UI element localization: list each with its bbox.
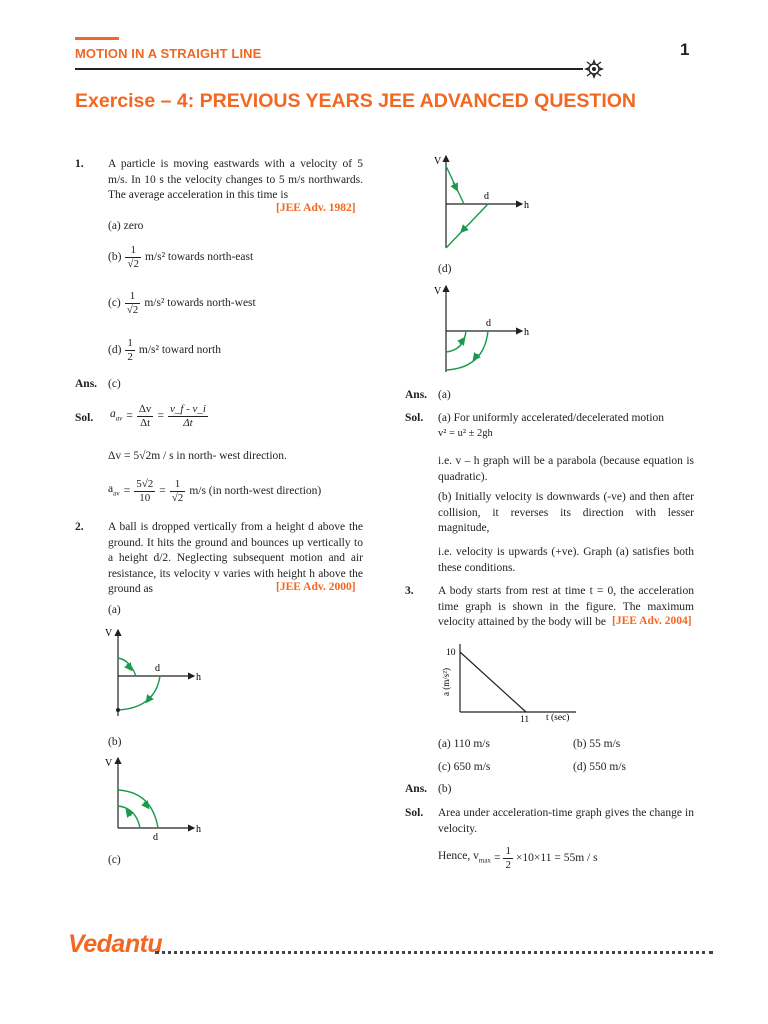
q1-sol3-f1-den: 10 xyxy=(139,492,151,504)
q2-graph-c xyxy=(424,152,534,252)
y-axis-label: a (m/s²) xyxy=(441,668,451,696)
q3-sol2-hence: Hence, v xyxy=(438,849,479,862)
q1-option-c-text: m/s² towards north-west xyxy=(144,296,256,309)
q3-sol2-den: 2 xyxy=(505,859,511,871)
q1-sol3-text: m/s (in north-west direction) xyxy=(189,484,322,497)
x-axis-label: t (sec) xyxy=(546,713,570,723)
q1-sol3-lhs xyxy=(108,482,120,502)
q2-label-b: (b) xyxy=(108,736,122,748)
q2-graph-d xyxy=(424,282,534,376)
q2-graph-b xyxy=(100,754,210,846)
y-tick-label: 10 xyxy=(446,648,456,658)
q3-sol2-num: 1 xyxy=(505,845,511,857)
series-line xyxy=(460,652,526,712)
vedantu-logo: Vedantu xyxy=(68,930,163,958)
q2-label-a: (a) xyxy=(108,604,121,616)
chapter-title: MOTION IN A STRAIGHT LINE xyxy=(75,46,262,61)
q1-option-c-denominator: √2 xyxy=(126,304,139,316)
q3-solution-line2 xyxy=(438,845,598,872)
q3-solution-line1: Area under acceleration-time graph gives the change in velocity. xyxy=(438,807,694,835)
q1-sol3-fraction1 xyxy=(134,478,155,505)
q3-option-a: (a) 110 m/s xyxy=(438,738,490,750)
q2-solution-line1: (a) For uniformly accelerated/decelerated motion xyxy=(438,412,665,424)
q2-tag: [JEE Adv. 2000] xyxy=(276,581,356,593)
q3-sol2-equals: = xyxy=(493,851,501,864)
q3-text: A body starts from rest at time t = 0, the acceleration time graph is shown in the figure. The maximum velocity attained by the body will be xyxy=(438,585,694,628)
q1-solution-label: Sol. xyxy=(75,412,94,424)
q2-number: 2. xyxy=(75,521,84,533)
q1-option-d xyxy=(108,337,221,364)
q1-option-b xyxy=(108,244,253,271)
axis-v-label: V xyxy=(105,628,113,639)
mark-d: d xyxy=(486,318,491,329)
page-number: 1 xyxy=(680,40,690,59)
chapter-accent-bar xyxy=(75,37,119,40)
q1-sol1-sub: av xyxy=(115,413,123,422)
q3-option-d: (d) 550 m/s xyxy=(573,761,627,773)
q2-solution-label: Sol. xyxy=(405,412,424,424)
q1-option-b-fraction xyxy=(125,244,141,271)
q2-solution-line2: i.e. v – h graph will be a parabola (because equation is quadratic). xyxy=(438,455,694,483)
q1-sol3-equals: = xyxy=(123,484,131,497)
q1-sol3-equals2: = xyxy=(159,484,166,497)
q1-answer: (c) xyxy=(108,378,121,390)
q1-tag: [JEE Adv. 1982] xyxy=(276,202,356,214)
q2-solution-line4: i.e. velocity is upwards (+ve). Graph (a) satisfies both these conditions. xyxy=(438,546,694,574)
q1-option-c xyxy=(108,290,256,317)
q2-label-c: (c) xyxy=(108,854,121,866)
q1-text: A particle is moving eastwards with a velocity of 5 m/s. In 10 s the velocity changes to 5 m/s northwards. The average acceleration in this time is xyxy=(108,158,363,201)
footer-rule xyxy=(155,951,713,954)
q1-sol1-a: a xyxy=(110,407,116,420)
q2-solution-line3: (b) Initially velocity is downwards (-ve) and then after collision, it reverses its direction with lesser magnitude, xyxy=(438,491,694,534)
q3-option-b: (b) 55 m/s xyxy=(573,738,621,750)
q1-option-b-text: m/s² towards north-east xyxy=(144,250,254,263)
q1-sol1-equals: = xyxy=(126,409,133,422)
header-rule xyxy=(75,68,583,70)
q1-sol1-fraction2 xyxy=(168,403,208,430)
x-tick-label: 11 xyxy=(520,715,530,725)
q2-graph-a xyxy=(100,624,210,720)
q1-sol3-f2-num: 1 xyxy=(170,478,186,492)
q1-solution-line2: Δv = 5√2m / s in north- west direction. xyxy=(108,450,287,462)
q1-option-c-numerator: 1 xyxy=(125,290,141,304)
q3-answer: (b) xyxy=(438,783,452,795)
q1-sol3-f1-num: 5√2 xyxy=(136,478,154,490)
q1-option-b-label: (b) xyxy=(108,250,122,263)
q1-sol3-fraction2 xyxy=(170,478,186,505)
mark-d: d xyxy=(153,832,158,843)
axis-h-label: h xyxy=(196,824,201,835)
q3-option-c: (c) 650 m/s xyxy=(438,761,491,773)
q2-answer-label: Ans. xyxy=(405,389,428,401)
q1-option-c-fraction xyxy=(125,290,141,317)
axis-h-label: h xyxy=(196,672,201,683)
q1-option-d-label: (d) xyxy=(108,343,122,356)
mark-d: d xyxy=(155,663,160,674)
q3-sol2-lhs xyxy=(438,849,491,869)
q1-sol1-f2-den: Δt xyxy=(183,417,193,429)
q1-sol1-lhs xyxy=(110,407,122,427)
ornament-icon xyxy=(583,58,605,80)
q1-option-c-label: (c) xyxy=(108,296,121,309)
axis-v-label: V xyxy=(434,286,442,297)
q1-number: 1. xyxy=(75,158,84,170)
q1-option-b-denominator: √2 xyxy=(127,258,139,270)
q1-sol1-f1-num: Δv xyxy=(138,403,152,415)
q3-tag: [JEE Adv. 2004] xyxy=(612,615,692,627)
q3-solution-label: Sol. xyxy=(405,807,424,819)
q1-option-b-numerator: 1 xyxy=(125,244,141,258)
curve-lower xyxy=(118,676,160,710)
q2-solution-equation: v² = u² ± 2gh xyxy=(438,428,493,439)
q1-option-d-fraction xyxy=(125,337,135,364)
q1-sol3-a: a xyxy=(108,482,114,495)
q2-answer: (a) xyxy=(438,389,451,401)
axis-h-label: h xyxy=(524,200,529,211)
q3-sol2-sub: max xyxy=(478,855,491,864)
exercise-title: Exercise – 4: PREVIOUS YEARS JEE ADVANCED QUESTION xyxy=(75,90,636,112)
q1-answer-label: Ans. xyxy=(75,378,98,390)
curve-inner xyxy=(118,806,140,828)
q1-option-d-denominator: 2 xyxy=(127,351,133,363)
curve-inner xyxy=(446,331,466,352)
q3-answer-label: Ans. xyxy=(405,783,428,795)
q3-sol2-text: ×10×11 = 55m / s xyxy=(515,851,598,864)
q2-label-d: (d) xyxy=(438,263,452,275)
axis-v-label: V xyxy=(105,758,113,769)
q1-option-d-numerator: 1 xyxy=(127,337,133,349)
q1-sol1-equals2: = xyxy=(157,409,164,422)
q1-sol1-f2-num: v_f - v_i xyxy=(169,403,206,415)
q1-option-a: (a) zero xyxy=(108,220,144,232)
q1-solution-line3 xyxy=(108,478,321,505)
mark-d: d xyxy=(484,191,489,202)
q2-text: A ball is dropped vertically from a height d above the ground. It hits the ground and bounces up vertically to a height d/2. Neglecting subsequent motion and air resistance, its velocity v varies with height h above the ground as xyxy=(108,521,363,595)
line-lower xyxy=(446,204,488,248)
curve-upper xyxy=(118,658,136,676)
q1-sol1-fraction1 xyxy=(137,403,154,430)
q1-sol1-f1-den: Δt xyxy=(140,417,151,429)
axis-v-label: V xyxy=(434,156,442,167)
q1-sol3-sub: av xyxy=(113,488,120,497)
q3-sol2-fraction xyxy=(503,845,513,872)
q3-chart xyxy=(436,640,586,726)
q1-solution-line1 xyxy=(110,403,208,430)
axis-h-label: h xyxy=(524,327,529,338)
q1-sol3-f2-den: √2 xyxy=(171,492,184,504)
q3-number: 3. xyxy=(405,585,414,597)
q1-option-d-text: m/s² toward north xyxy=(138,343,221,356)
